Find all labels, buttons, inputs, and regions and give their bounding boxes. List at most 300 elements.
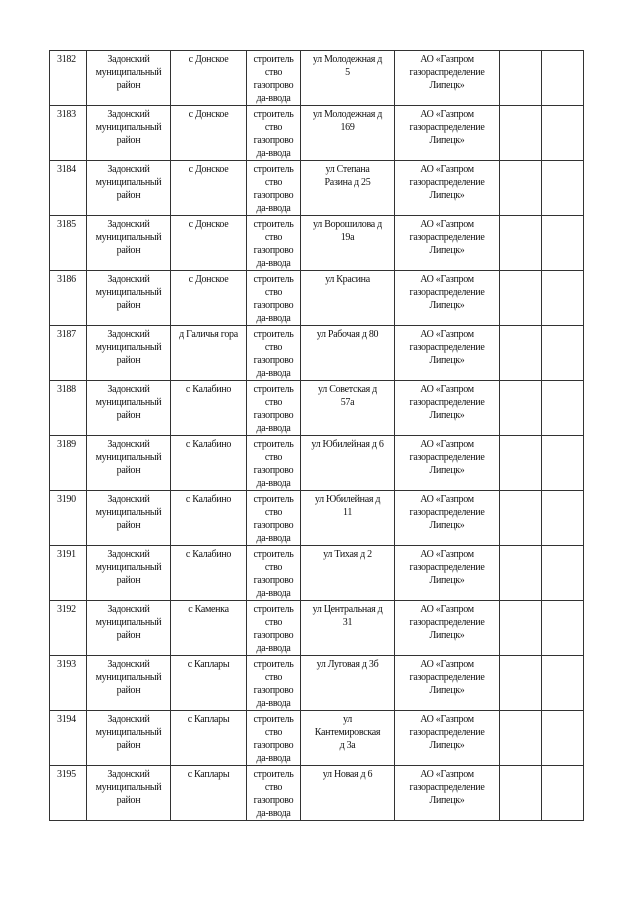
row-number-cell: 3190 xyxy=(50,491,87,546)
empty-cell xyxy=(542,51,584,106)
cell-text-line: Липецк» xyxy=(429,355,465,366)
cell-text-line: строитель xyxy=(253,329,294,340)
settlement-cell xyxy=(171,216,247,271)
cell-text-line: с Каплары xyxy=(187,769,230,780)
settlement-cell xyxy=(171,546,247,601)
cell-text-line: район xyxy=(116,410,141,421)
empty-cell xyxy=(542,326,584,381)
cell-text-line: газораспределение xyxy=(409,342,485,353)
cell-text-line: Липецк» xyxy=(429,520,465,531)
cell-text-line: Задонский xyxy=(107,714,150,725)
cell-text-line: да-ввода xyxy=(256,148,291,159)
row-number-cell: 3192 xyxy=(50,601,87,656)
cell-text-line: Задонский xyxy=(107,494,150,505)
row-number-cell: 3188 xyxy=(50,381,87,436)
table-row xyxy=(50,271,584,326)
cell-text-line: строитель xyxy=(253,604,294,615)
cell-text-line: Задонский xyxy=(107,439,150,450)
cell-text-line: ство xyxy=(264,177,283,188)
empty-cell xyxy=(542,546,584,601)
cell-text-line: ство xyxy=(264,727,283,738)
settlement-cell xyxy=(171,436,247,491)
cell-text-line: ство xyxy=(264,782,283,793)
cell-text-line: ул Новая д 6 xyxy=(322,769,373,780)
cell-text-line: Липецк» xyxy=(429,685,465,696)
cell-text-line: Задонский xyxy=(107,164,150,175)
settlement-cell xyxy=(171,326,247,381)
cell-text-line: Задонский xyxy=(107,604,150,615)
table-row xyxy=(50,436,584,491)
table-row xyxy=(50,656,584,711)
cell-text-line: 5 xyxy=(345,67,350,78)
settlement-cell xyxy=(171,491,247,546)
cell-text-line: строитель xyxy=(253,549,294,560)
cell-text-line: газораспределение xyxy=(409,562,485,573)
address-cell xyxy=(301,711,395,766)
address-cell xyxy=(301,491,395,546)
cell-text-line: с Каплары xyxy=(187,714,230,725)
cell-text-line: Задонский xyxy=(107,329,150,340)
cell-text-line: газопрово xyxy=(253,80,294,91)
cell-text-line: газопрово xyxy=(253,410,294,421)
district-cell xyxy=(87,51,171,106)
empty-cell xyxy=(500,381,542,436)
address-cell xyxy=(301,216,395,271)
cell-text-line: АО «Газпром xyxy=(420,54,474,65)
cell-text-line: АО «Газпром xyxy=(420,274,474,285)
cell-text-line: газопрово xyxy=(253,190,294,201)
cell-text-line: да-ввода xyxy=(256,808,291,819)
cell-text-line: АО «Газпром xyxy=(420,494,474,505)
cell-text-line: с Донское xyxy=(188,109,229,120)
settlement-cell xyxy=(171,766,247,821)
empty-cell xyxy=(500,161,542,216)
cell-text-line: ство xyxy=(264,452,283,463)
cell-text-line: ство xyxy=(264,562,283,573)
cell-text-line: АО «Газпром xyxy=(420,109,474,120)
cell-text-line: АО «Газпром xyxy=(420,439,474,450)
cell-text-line: ул xyxy=(343,714,352,725)
cell-text-line: АО «Газпром xyxy=(420,659,474,670)
empty-cell xyxy=(500,271,542,326)
cell-text-line: АО «Газпром xyxy=(420,219,474,230)
cell-text-line: ул Юбилейная д xyxy=(314,494,381,505)
address-cell xyxy=(301,766,395,821)
cell-text-line: Задонский xyxy=(107,109,150,120)
row-number-cell: 3187 xyxy=(50,326,87,381)
organization-cell xyxy=(395,381,500,436)
row-number-cell: 3185 xyxy=(50,216,87,271)
table-row xyxy=(50,326,584,381)
cell-text-line: АО «Газпром xyxy=(420,164,474,175)
cell-text-line: район xyxy=(116,795,141,806)
address-cell xyxy=(301,436,395,491)
cell-text-line: газопрово xyxy=(253,135,294,146)
cell-text-line: район xyxy=(116,300,141,311)
address-cell xyxy=(301,546,395,601)
cell-text-line: д 3а xyxy=(339,740,356,751)
district-cell xyxy=(87,216,171,271)
row-number-cell: 3183 xyxy=(50,106,87,161)
district-cell xyxy=(87,326,171,381)
organization-cell xyxy=(395,271,500,326)
row-number-cell: 3184 xyxy=(50,161,87,216)
cell-text-line: район xyxy=(116,245,141,256)
cell-text-line: ул Юбилейная д 6 xyxy=(311,439,384,450)
cell-text-line: Липецк» xyxy=(429,465,465,476)
empty-cell xyxy=(542,491,584,546)
empty-cell xyxy=(542,106,584,161)
cell-text-line: ство xyxy=(264,672,283,683)
cell-text-line: строитель xyxy=(253,164,294,175)
cell-text-line: муниципальный xyxy=(95,782,162,793)
work-type-cell xyxy=(247,436,301,491)
work-type-cell xyxy=(247,381,301,436)
cell-text-line: строитель xyxy=(253,109,294,120)
address-cell xyxy=(301,601,395,656)
cell-text-line: с Каменка xyxy=(188,604,229,615)
cell-text-line: ство xyxy=(264,287,283,298)
row-number-cell: 3195 xyxy=(50,766,87,821)
cell-text-line: строитель xyxy=(253,439,294,450)
cell-text-line: с Донское xyxy=(188,219,229,230)
settlement-cell xyxy=(171,51,247,106)
cell-text-line: муниципальный xyxy=(95,232,162,243)
cell-text-line: Липецк» xyxy=(429,135,465,146)
work-type-cell xyxy=(247,656,301,711)
cell-text-line: ство xyxy=(264,507,283,518)
cell-text-line: ул Степана xyxy=(325,164,370,175)
cell-text-line: Задонский xyxy=(107,274,150,285)
cell-text-line: газопрово xyxy=(253,245,294,256)
address-cell xyxy=(301,381,395,436)
cell-text-line: ул Ворошилова д xyxy=(313,219,382,230)
cell-text-line: газопрово xyxy=(253,685,294,696)
empty-cell xyxy=(500,546,542,601)
row-number-cell: 3186 xyxy=(50,271,87,326)
row-number-cell: 3189 xyxy=(50,436,87,491)
settlement-cell xyxy=(171,601,247,656)
cell-text-line: с Калабино xyxy=(185,549,232,560)
cell-text-line: газопрово xyxy=(253,740,294,751)
cell-text-line: район xyxy=(116,465,141,476)
address-cell xyxy=(301,271,395,326)
organization-cell xyxy=(395,491,500,546)
cell-text-line: газораспределение xyxy=(409,672,485,683)
cell-text-line: Разина д 25 xyxy=(324,177,371,188)
empty-cell xyxy=(542,601,584,656)
cell-text-line: ул Советская д xyxy=(318,384,377,395)
cell-text-line: Задонский xyxy=(107,659,150,670)
organization-cell xyxy=(395,51,500,106)
cell-text-line: газораспределение xyxy=(409,177,485,188)
work-type-cell xyxy=(247,216,301,271)
empty-cell xyxy=(500,51,542,106)
work-type-cell xyxy=(247,546,301,601)
work-type-cell xyxy=(247,106,301,161)
work-type-cell xyxy=(247,271,301,326)
cell-text-line: Липецк» xyxy=(429,795,465,806)
organization-cell xyxy=(395,656,500,711)
address-cell xyxy=(301,656,395,711)
cell-text-line: муниципальный xyxy=(95,67,162,78)
cell-text-line: муниципальный xyxy=(95,672,162,683)
cell-text-line: Задонский xyxy=(107,54,150,65)
cell-text-line: ство xyxy=(264,342,283,353)
cell-text-line: 57а xyxy=(340,397,355,408)
cell-text-line: ул Рабочая д 80 xyxy=(316,329,379,340)
cell-text-line: газораспределение xyxy=(409,232,485,243)
cell-text-line: да-ввода xyxy=(256,643,291,654)
cell-text-line: Липецк» xyxy=(429,630,465,641)
address-cell xyxy=(301,51,395,106)
table-row xyxy=(50,381,584,436)
work-type-cell xyxy=(247,711,301,766)
settlement-cell xyxy=(171,381,247,436)
cell-text-line: ул Луговая д 3б xyxy=(316,659,379,670)
cell-text-line: АО «Газпром xyxy=(420,714,474,725)
organization-cell xyxy=(395,436,500,491)
cell-text-line: муниципальный xyxy=(95,342,162,353)
organization-cell xyxy=(395,766,500,821)
cell-text-line: муниципальный xyxy=(95,452,162,463)
cell-text-line: Кантемировская xyxy=(314,727,381,738)
empty-cell xyxy=(500,711,542,766)
organization-cell xyxy=(395,711,500,766)
cell-text-line: газораспределение xyxy=(409,287,485,298)
table-row xyxy=(50,546,584,601)
cell-text-line: 19а xyxy=(340,232,355,243)
cell-text-line: Задонский xyxy=(107,769,150,780)
cell-text-line: да-ввода xyxy=(256,533,291,544)
cell-text-line: строитель xyxy=(253,714,294,725)
empty-cell xyxy=(542,161,584,216)
empty-cell xyxy=(542,216,584,271)
cell-text-line: Задонский xyxy=(107,219,150,230)
district-cell xyxy=(87,711,171,766)
cell-text-line: строитель xyxy=(253,659,294,670)
cell-text-line: газораспределение xyxy=(409,727,485,738)
district-cell xyxy=(87,381,171,436)
district-cell xyxy=(87,491,171,546)
cell-text-line: район xyxy=(116,80,141,91)
work-type-cell xyxy=(247,491,301,546)
cell-text-line: район xyxy=(116,740,141,751)
cell-text-line: с Калабино xyxy=(185,439,232,450)
cell-text-line: с Донское xyxy=(188,164,229,175)
cell-text-line: газораспределение xyxy=(409,782,485,793)
cell-text-line: муниципальный xyxy=(95,177,162,188)
cell-text-line: муниципальный xyxy=(95,727,162,738)
cell-text-line: газопрово xyxy=(253,465,294,476)
empty-cell xyxy=(500,216,542,271)
cell-text-line: АО «Газпром xyxy=(420,549,474,560)
organization-cell xyxy=(395,216,500,271)
cell-text-line: да-ввода xyxy=(256,588,291,599)
row-number-cell: 3194 xyxy=(50,711,87,766)
work-type-cell xyxy=(247,51,301,106)
cell-text-line: 31 xyxy=(342,617,353,628)
cell-text-line: АО «Газпром xyxy=(420,769,474,780)
empty-cell xyxy=(542,656,584,711)
cell-text-line: газопрово xyxy=(253,575,294,586)
cell-text-line: ул Тихая д 2 xyxy=(323,549,372,560)
cell-text-line: муниципальный xyxy=(95,507,162,518)
address-cell xyxy=(301,106,395,161)
district-cell xyxy=(87,436,171,491)
empty-cell xyxy=(500,326,542,381)
table-row xyxy=(50,601,584,656)
row-number-cell: 3193 xyxy=(50,656,87,711)
empty-cell xyxy=(500,106,542,161)
work-type-cell xyxy=(247,161,301,216)
cell-text-line: газораспределение xyxy=(409,67,485,78)
registry-table xyxy=(49,50,584,821)
cell-text-line: строитель xyxy=(253,219,294,230)
work-type-cell xyxy=(247,766,301,821)
cell-text-line: ство xyxy=(264,617,283,628)
address-cell xyxy=(301,326,395,381)
cell-text-line: ство xyxy=(264,397,283,408)
cell-text-line: ство xyxy=(264,67,283,78)
cell-text-line: да-ввода xyxy=(256,93,291,104)
cell-text-line: Липецк» xyxy=(429,245,465,256)
row-number-cell: 3191 xyxy=(50,546,87,601)
cell-text-line: строитель xyxy=(253,274,294,285)
cell-text-line: район xyxy=(116,355,141,366)
district-cell xyxy=(87,766,171,821)
cell-text-line: ул Красина xyxy=(325,274,370,285)
cell-text-line: газораспределение xyxy=(409,617,485,628)
cell-text-line: район xyxy=(116,520,141,531)
cell-text-line: АО «Газпром xyxy=(420,604,474,615)
cell-text-line: ул Молодежная д xyxy=(312,109,383,120)
cell-text-line: Липецк» xyxy=(429,300,465,311)
cell-text-line: да-ввода xyxy=(256,368,291,379)
cell-text-line: газораспределение xyxy=(409,507,485,518)
organization-cell xyxy=(395,546,500,601)
table-row xyxy=(50,216,584,271)
cell-text-line: ство xyxy=(264,232,283,243)
table-row xyxy=(50,51,584,106)
cell-text-line: с Каплары xyxy=(187,659,230,670)
organization-cell xyxy=(395,106,500,161)
cell-text-line: муниципальный xyxy=(95,617,162,628)
cell-text-line: 169 xyxy=(340,122,355,133)
cell-text-line: 11 xyxy=(342,507,353,518)
settlement-cell xyxy=(171,161,247,216)
table-row xyxy=(50,711,584,766)
cell-text-line: с Донское xyxy=(188,54,229,65)
cell-text-line: да-ввода xyxy=(256,423,291,434)
cell-text-line: да-ввода xyxy=(256,753,291,764)
cell-text-line: муниципальный xyxy=(95,287,162,298)
empty-cell xyxy=(500,601,542,656)
cell-text-line: муниципальный xyxy=(95,562,162,573)
cell-text-line: район xyxy=(116,685,141,696)
empty-cell xyxy=(500,766,542,821)
settlement-cell xyxy=(171,656,247,711)
empty-cell xyxy=(542,766,584,821)
empty-cell xyxy=(500,436,542,491)
cell-text-line: Липецк» xyxy=(429,740,465,751)
cell-text-line: Липецк» xyxy=(429,410,465,421)
empty-cell xyxy=(542,271,584,326)
cell-text-line: АО «Газпром xyxy=(420,384,474,395)
empty-cell xyxy=(500,656,542,711)
cell-text-line: ул Центральная д xyxy=(312,604,383,615)
district-cell xyxy=(87,271,171,326)
district-cell xyxy=(87,106,171,161)
cell-text-line: да-ввода xyxy=(256,258,291,269)
cell-text-line: газопрово xyxy=(253,795,294,806)
cell-text-line: газораспределение xyxy=(409,397,485,408)
cell-text-line: с Донское xyxy=(188,274,229,285)
cell-text-line: да-ввода xyxy=(256,698,291,709)
registry-table-body xyxy=(50,51,584,821)
cell-text-line: район xyxy=(116,190,141,201)
cell-text-line: с Калабино xyxy=(185,494,232,505)
work-type-cell xyxy=(247,601,301,656)
organization-cell xyxy=(395,161,500,216)
address-cell xyxy=(301,161,395,216)
cell-text-line: газопрово xyxy=(253,630,294,641)
cell-text-line: АО «Газпром xyxy=(420,329,474,340)
table-row xyxy=(50,106,584,161)
cell-text-line: д Галичья гора xyxy=(179,329,238,340)
cell-text-line: ул Молодежная д xyxy=(312,54,383,65)
organization-cell xyxy=(395,326,500,381)
cell-text-line: район xyxy=(116,630,141,641)
district-cell xyxy=(87,161,171,216)
settlement-cell xyxy=(171,271,247,326)
cell-text-line: газопрово xyxy=(253,355,294,366)
cell-text-line: строитель xyxy=(253,54,294,65)
cell-text-line: да-ввода xyxy=(256,313,291,324)
cell-text-line: Липецк» xyxy=(429,575,465,586)
cell-text-line: муниципальный xyxy=(95,122,162,133)
cell-text-line: газопрово xyxy=(253,520,294,531)
cell-text-line: Задонский xyxy=(107,384,150,395)
row-number-cell: 3182 xyxy=(50,51,87,106)
empty-cell xyxy=(542,436,584,491)
settlement-cell xyxy=(171,711,247,766)
table-row xyxy=(50,491,584,546)
settlement-cell xyxy=(171,106,247,161)
cell-text-line: Липецк» xyxy=(429,80,465,91)
organization-cell xyxy=(395,601,500,656)
empty-cell xyxy=(542,711,584,766)
cell-text-line: газораспределение xyxy=(409,122,485,133)
district-cell xyxy=(87,546,171,601)
cell-text-line: Липецк» xyxy=(429,190,465,201)
cell-text-line: район xyxy=(116,575,141,586)
cell-text-line: строитель xyxy=(253,384,294,395)
empty-cell xyxy=(500,491,542,546)
cell-text-line: ство xyxy=(264,122,283,133)
district-cell xyxy=(87,656,171,711)
cell-text-line: газораспределение xyxy=(409,452,485,463)
cell-text-line: да-ввода xyxy=(256,478,291,489)
district-cell xyxy=(87,601,171,656)
work-type-cell xyxy=(247,326,301,381)
cell-text-line: газопрово xyxy=(253,300,294,311)
cell-text-line: строитель xyxy=(253,494,294,505)
cell-text-line: Задонский xyxy=(107,549,150,560)
cell-text-line: муниципальный xyxy=(95,397,162,408)
table-row xyxy=(50,161,584,216)
cell-text-line: с Калабино xyxy=(185,384,232,395)
